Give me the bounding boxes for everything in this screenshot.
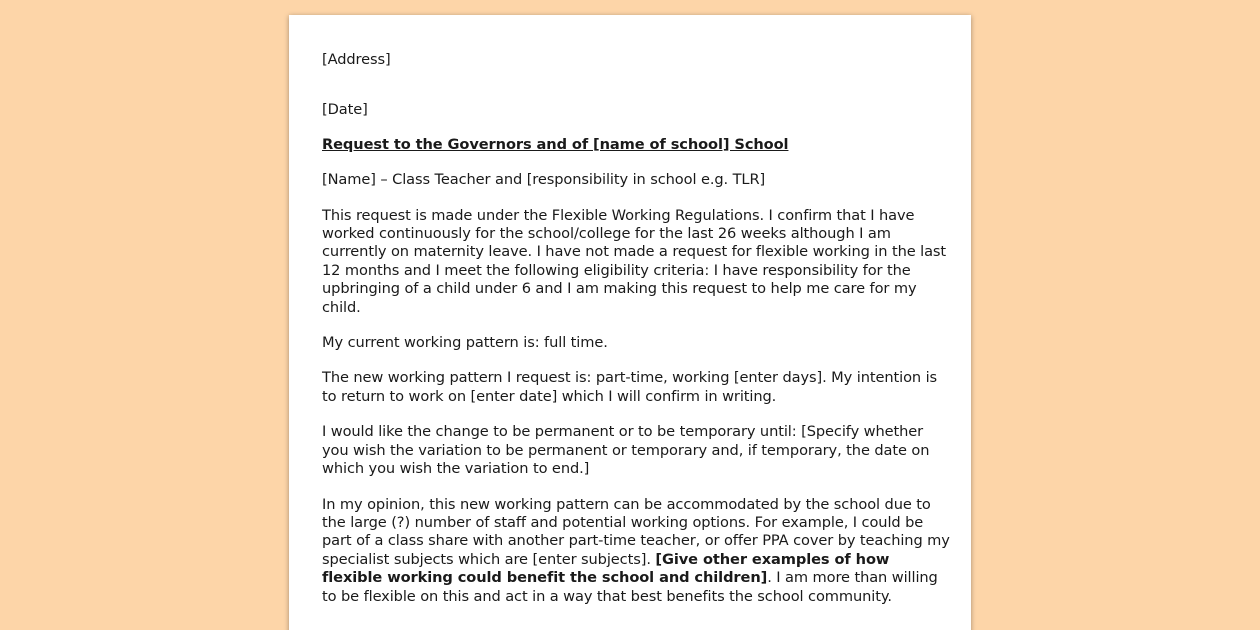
new-pattern-paragraph: The new working pattern I request is: part-time, working [enter days]. My intention is to return to work on [enter date] which I will confirm in writing. — [322, 369, 938, 405]
letter-body — [322, 51, 952, 623]
eligibility-paragraph: This request is made under the Flexible Working Regulations. I confirm that I have worked continuously for the school/college for the last 26 weeks although I am currently on maternity leave. I have not made a request for flexible working in the last 12 months and I meet the following eligibility criteria: I have responsibility for the upbringing of a child under 6 and I am making this request to help me care for my child. — [322, 206, 947, 316]
address-line: [Address] — [322, 51, 391, 68]
accommodation-text-bold: [Give other examples of how flexible working could benefit the school and children] — [322, 550, 890, 587]
accommodation-text-end: . I am more than willing to be flexible on this and act in a way that best benefits the school community. — [322, 569, 938, 605]
date-line: [Date] — [322, 101, 368, 119]
current-pattern-paragraph: My current working pattern is: full time. — [322, 334, 608, 352]
accommodation-text-start: In my opinion, this new working pattern can be accommodated by the school due to the large (?) number of staff and potential working options. For example, I could be part of a class share with another part-time teacher, or offer PPA cover by teaching my specialist subjects which are [enter subjects]. — [322, 495, 950, 568]
name-line: [Name] – Class Teacher and [responsibility in school e.g. TLR] — [322, 171, 766, 189]
duration-paragraph: I would like the change to be permanent or to be temporary until: [Specify whether you wish the variation to be permanent or temporary and, if temporary, the date on which you wish the variation to end.] — [322, 423, 930, 478]
accommodation-paragraph — [322, 496, 952, 606]
letter-document — [289, 15, 971, 630]
letter-heading: Request to the Governors and of [name of school] School — [322, 135, 789, 153]
